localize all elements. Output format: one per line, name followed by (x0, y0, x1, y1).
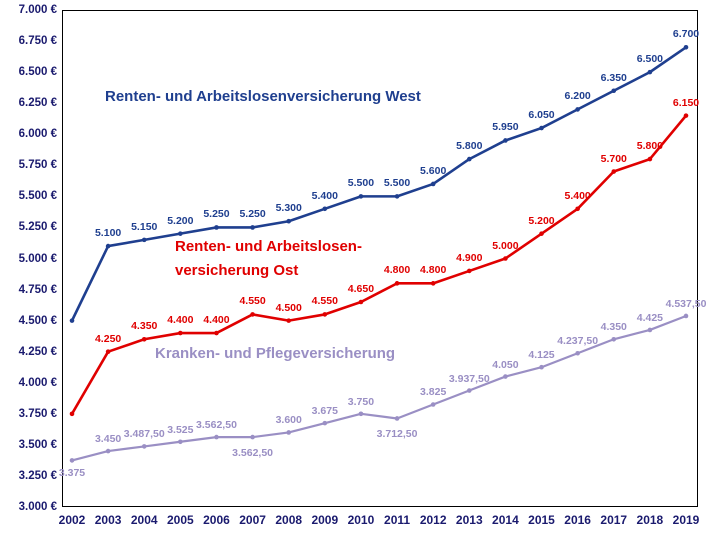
data-label: 4.050 (492, 358, 519, 371)
data-point-marker (286, 430, 291, 435)
data-point-marker (214, 331, 219, 336)
y-tick-label: 7.000 € (18, 4, 57, 16)
x-tick-label: 2002 (58, 513, 86, 527)
x-tick-label: 2008 (275, 513, 303, 527)
data-label: 5.250 (239, 208, 266, 221)
data-label: 3.562,50 (196, 419, 237, 432)
data-label: 3.712,50 (376, 428, 418, 441)
data-label: 4.550 (239, 295, 266, 308)
data-label: 5.500 (347, 177, 375, 190)
data-point-marker (611, 169, 616, 174)
data-label: 4.237,50 (557, 335, 599, 348)
x-tick-label: 2013 (455, 513, 483, 527)
x-tick-label: 2009 (311, 513, 339, 527)
data-point-marker (395, 416, 400, 421)
data-label: 4.500 (275, 301, 302, 314)
data-label: 5.400 (311, 189, 338, 202)
data-point-marker (467, 388, 472, 393)
data-point-marker (648, 70, 653, 75)
data-label: 5.800 (456, 140, 483, 153)
x-tick-label: 2012 (419, 513, 447, 527)
x-tick-label: 2016 (564, 513, 591, 527)
x-tick-label: 2010 (347, 513, 375, 527)
y-tick-label: 6.250 € (18, 97, 57, 110)
data-point-marker (214, 225, 219, 230)
data-point-marker (611, 337, 616, 342)
data-label: 4.250 (94, 332, 122, 345)
data-point-marker (648, 328, 653, 333)
data-label: 5.400 (564, 189, 591, 202)
data-label: 5.300 (275, 202, 302, 215)
data-label: 4.400 (167, 314, 194, 327)
x-tick-label: 2017 (600, 513, 628, 527)
data-point-marker (359, 412, 364, 417)
data-point-marker (395, 281, 400, 286)
data-point-marker (684, 45, 689, 50)
data-point-marker (648, 157, 653, 162)
data-point-marker (395, 194, 400, 199)
data-point-marker (503, 374, 508, 379)
y-tick-label: 4.750 € (18, 283, 57, 296)
data-label: 3.375 (58, 467, 86, 480)
data-point-marker (503, 138, 508, 143)
data-label: 6.350 (600, 71, 627, 84)
data-label: 5.700 (600, 152, 627, 165)
data-point-marker (106, 349, 111, 354)
data-label: 3.600 (275, 414, 302, 427)
data-label: 5.200 (167, 214, 194, 227)
data-label: 5.800 (636, 140, 664, 153)
series-line (72, 116, 686, 414)
data-point-marker (684, 314, 689, 319)
data-point-marker (178, 331, 183, 336)
x-tick-label: 2015 (528, 513, 555, 527)
data-label: 6.050 (528, 109, 555, 122)
data-point-marker (323, 312, 328, 317)
y-tick-label: 3.750 € (18, 407, 57, 420)
y-tick-label: 4.500 € (18, 314, 57, 327)
data-label: 4.550 (311, 295, 338, 308)
data-label: 4.400 (203, 314, 230, 327)
y-tick-label: 6.750 € (18, 35, 57, 48)
y-tick-label: 6.000 € (18, 128, 57, 141)
x-tick-label: 2004 (130, 513, 158, 527)
data-point-marker (431, 402, 436, 407)
y-tick-label: 5.000 € (18, 252, 57, 265)
data-point-marker (250, 435, 255, 440)
data-point-marker (106, 244, 111, 249)
data-point-marker (503, 256, 508, 261)
data-label: 3.675 (311, 405, 338, 418)
data-point-marker (178, 439, 183, 444)
data-point-marker (286, 318, 291, 323)
data-label: 4.350 (131, 320, 158, 333)
data-label: 5.000 (492, 239, 519, 252)
data-label: 6.700 (672, 28, 700, 41)
data-point-marker (323, 421, 328, 426)
y-tick-label: 3.000 € (18, 501, 57, 513)
annotation-ost-line2: versicherung Ost (175, 262, 299, 279)
x-tick-label: 2018 (636, 513, 664, 527)
data-label: 3.750 (347, 395, 375, 408)
data-point-marker (250, 225, 255, 230)
data-label: 3.525 (167, 423, 194, 436)
data-point-marker (431, 182, 436, 187)
data-point-marker (142, 238, 147, 243)
data-point-marker (575, 207, 580, 212)
y-tick-label: 6.500 € (18, 66, 57, 79)
y-tick-label: 5.500 € (18, 190, 57, 203)
data-label: 5.950 (492, 121, 519, 134)
y-tick-label: 5.250 € (18, 221, 57, 234)
x-tick-label: 2019 (672, 513, 700, 527)
y-tick-label: 3.250 € (18, 469, 57, 482)
data-point-marker (142, 337, 147, 342)
y-tick-label: 3.500 € (18, 438, 57, 451)
data-point-marker (286, 219, 291, 224)
data-point-marker (539, 126, 544, 131)
data-point-marker (70, 458, 75, 463)
data-label: 3.562,50 (232, 447, 274, 460)
data-point-marker (323, 207, 328, 212)
data-label: 6.500 (636, 53, 664, 66)
data-label: 3.937,50 (448, 372, 490, 385)
data-label: 4.800 (383, 264, 411, 277)
data-point-marker (611, 88, 616, 93)
x-tick-label: 2007 (239, 513, 266, 527)
x-tick-label: 2006 (203, 513, 230, 527)
data-label: 5.150 (131, 220, 158, 233)
data-label: 3.487,50 (123, 428, 165, 441)
data-label: 5.500 (383, 177, 411, 190)
data-label: 3.825 (420, 386, 447, 399)
annotation-kv: Kranken- und Pflegeversicherung (155, 345, 396, 362)
data-label: 4.900 (456, 251, 483, 264)
data-point-marker (359, 194, 364, 199)
data-point-marker (467, 157, 472, 162)
data-point-marker (359, 300, 364, 305)
y-tick-label: 4.000 € (18, 376, 57, 389)
data-point-marker (142, 444, 147, 449)
annotation-ost-line1: Renten- und Arbeitslosen- (175, 238, 362, 255)
data-point-marker (214, 435, 219, 440)
data-point-marker (539, 365, 544, 370)
data-point-marker (70, 318, 75, 323)
data-point-marker (575, 351, 580, 356)
x-tick-label: 2005 (166, 513, 194, 527)
data-point-marker (106, 449, 111, 454)
data-point-marker (539, 231, 544, 236)
data-label: 6.150 (672, 96, 700, 109)
data-label: 4.650 (347, 282, 375, 295)
data-label: 4.425 (636, 311, 664, 324)
data-label: 3.450 (94, 433, 122, 446)
data-point-marker (431, 281, 436, 286)
annotation-west: Renten- und Arbeitslosenversicherung West (105, 88, 421, 105)
data-label: 5.250 (203, 208, 230, 221)
x-tick-label: 2011 (384, 513, 411, 527)
data-label: 6.200 (564, 90, 591, 103)
data-label: 4.125 (528, 349, 555, 362)
x-tick-label: 2014 (492, 513, 519, 527)
y-tick-label: 4.250 € (18, 345, 57, 358)
data-point-marker (250, 312, 255, 317)
data-point-marker (684, 113, 689, 118)
data-label: 5.200 (528, 214, 555, 227)
data-label: 4.350 (600, 321, 627, 334)
data-label: 5.100 (94, 227, 122, 240)
data-point-marker (467, 269, 472, 274)
x-tick-label: 2003 (94, 513, 122, 527)
y-tick-label: 5.750 € (18, 159, 57, 172)
data-label: 5.600 (420, 164, 447, 177)
data-point-marker (575, 107, 580, 112)
data-point-marker (70, 412, 75, 417)
data-label: 4.800 (420, 264, 447, 277)
data-point-marker (178, 231, 183, 236)
data-label: 4.537,50 (665, 297, 707, 310)
